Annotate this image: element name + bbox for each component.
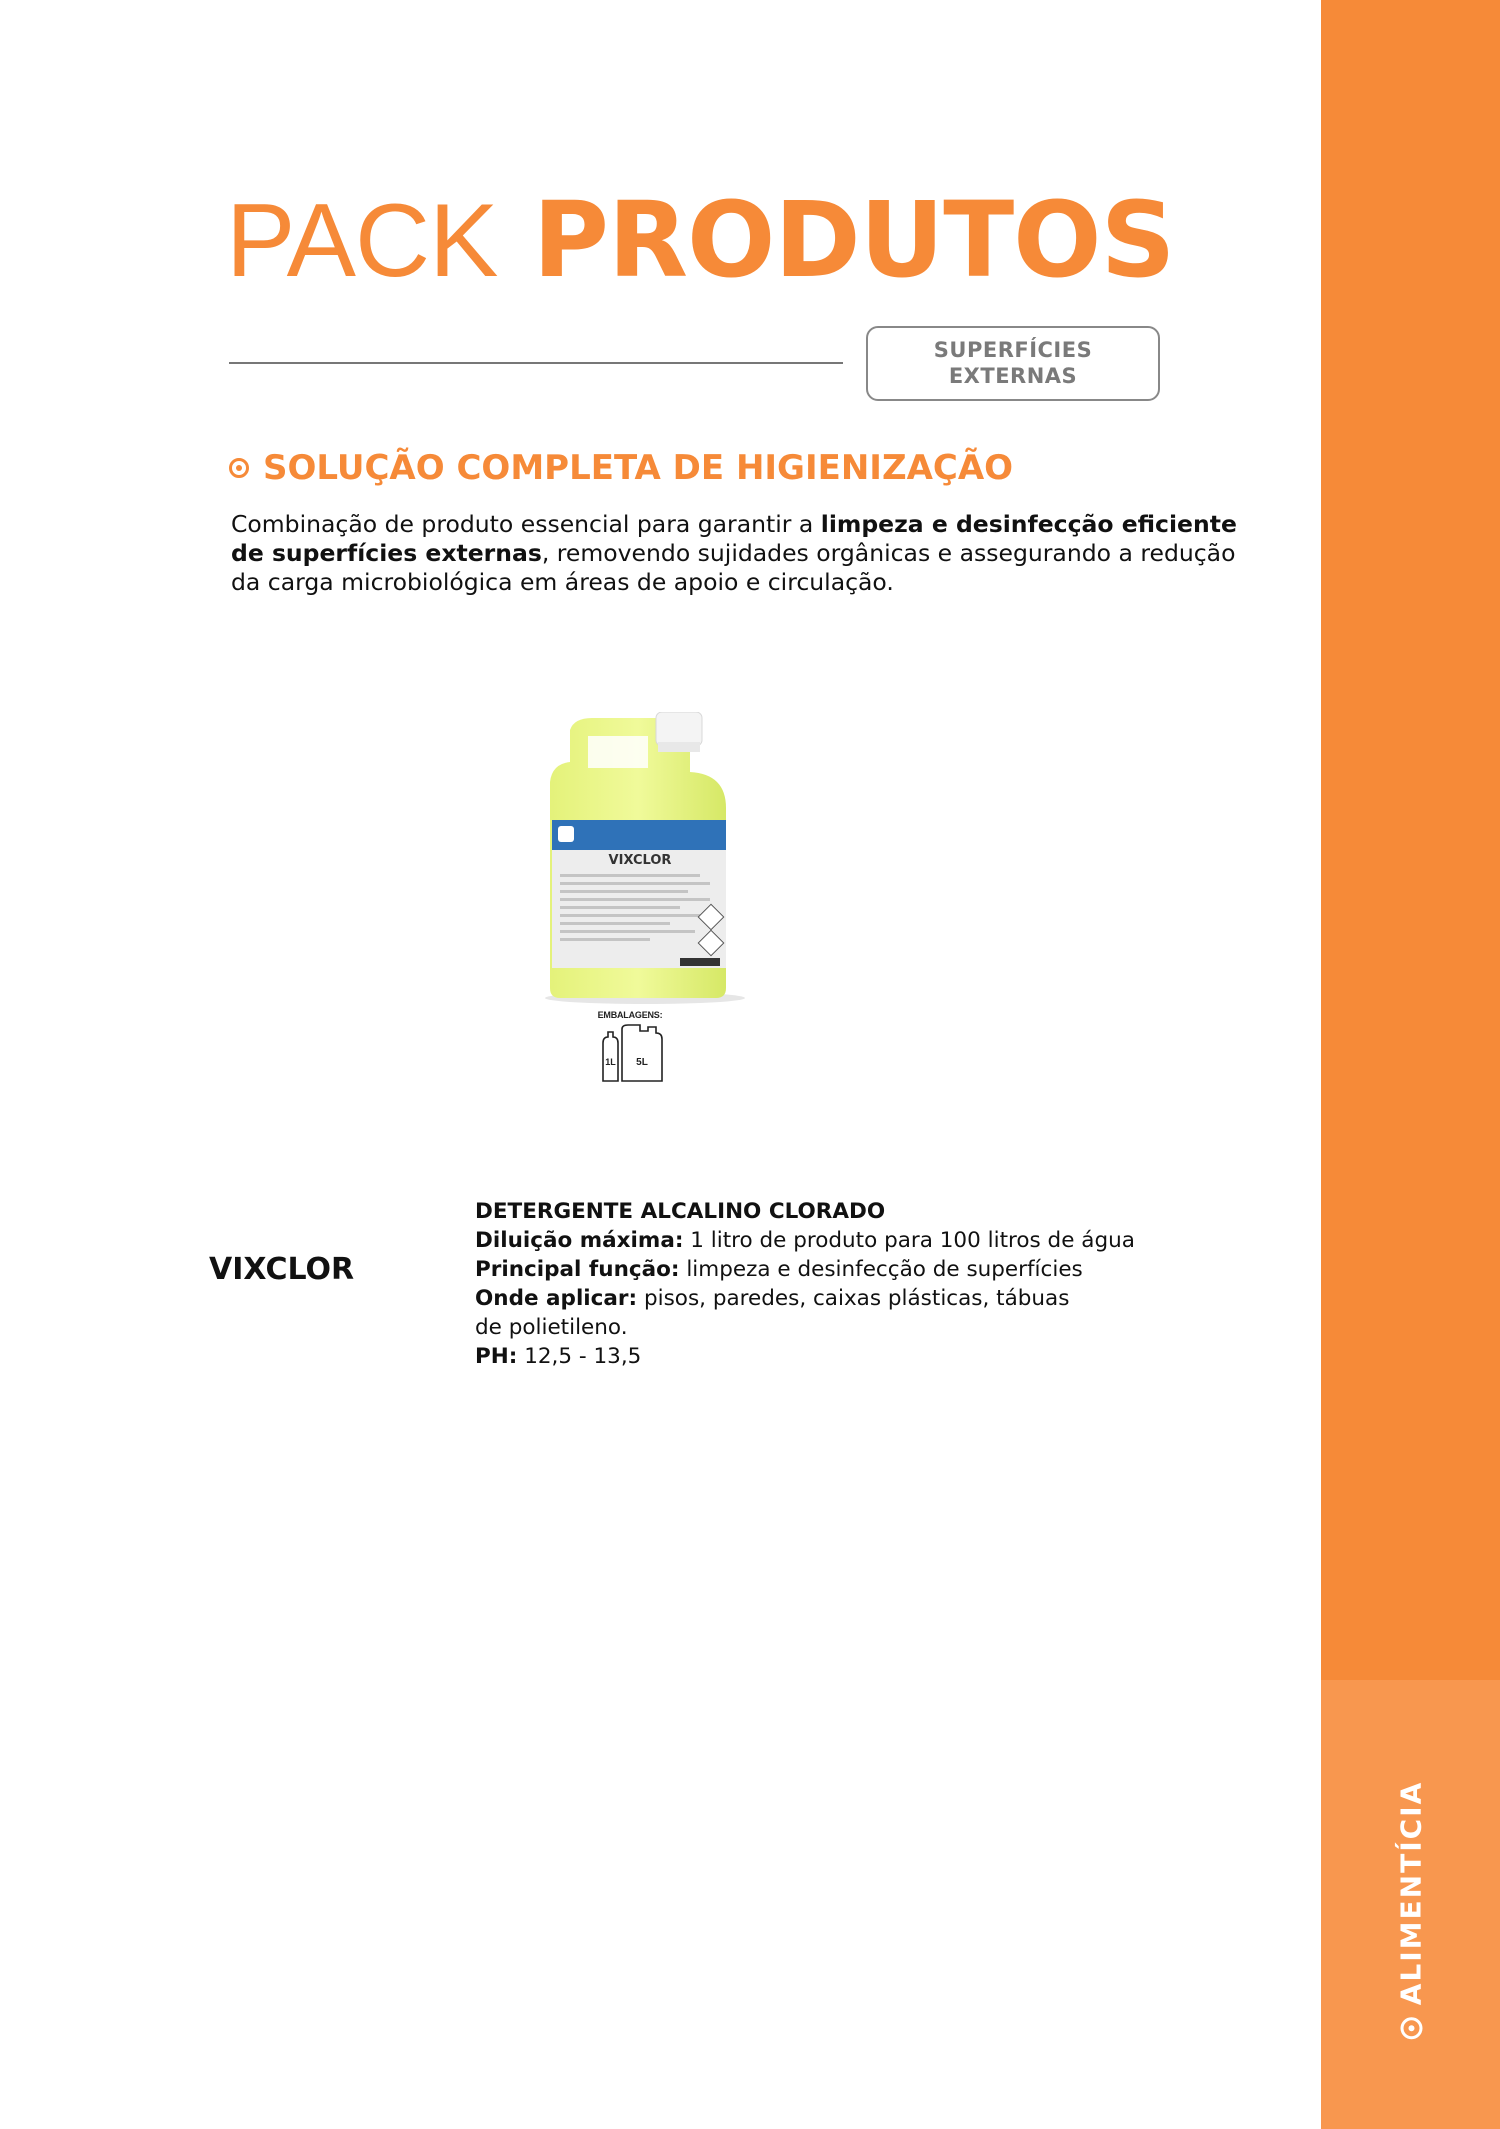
tag-line-2: EXTERNAS: [948, 363, 1078, 388]
size-5l: 5L: [636, 1057, 648, 1068]
jug-label-brand: VIXCLOR: [608, 853, 672, 868]
intro-paragraph: [231, 510, 1271, 597]
title-divider: [229, 362, 843, 364]
packaging-label: EMBALAGENS:: [597, 1010, 663, 1020]
tag-line-1: SUPERFÍCIES: [933, 338, 1093, 363]
spec-row: [475, 1255, 1175, 1284]
title-light: PACK: [226, 183, 498, 299]
spec-value: pisos, paredes, caixas plásticas, tábuas: [637, 1286, 1070, 1311]
section-heading: [229, 448, 1013, 488]
section-heading-text: SOLUÇÃO COMPLETA DE HIGIENIZAÇÃO: [263, 448, 1014, 488]
packaging-sizes-icon: [600, 1023, 666, 1085]
title-bold: PRODUTOS: [532, 179, 1175, 301]
target-ring-icon: [229, 458, 249, 478]
spec-label: PH:: [475, 1344, 518, 1369]
sidebar-label-text: ALIMENTÍCIA: [1394, 1780, 1428, 2006]
intro-text-start: Combinação de produto essencial para garantir a: [231, 510, 821, 538]
spec-label: Principal função:: [475, 1257, 680, 1282]
spec-value: limpeza e desinfecção de superfícies: [679, 1257, 1083, 1282]
spec-value: 12,5 - 13,5: [517, 1344, 642, 1369]
sidebar-orange-band: [1321, 0, 1500, 1680]
product-type: [475, 1197, 1175, 1226]
spec-row: [475, 1226, 1175, 1255]
spec-row: [475, 1313, 1175, 1342]
product-specs: [475, 1197, 1175, 1371]
page-title: [226, 179, 1175, 301]
spec-row: [475, 1342, 1175, 1371]
product-jug-image: [530, 712, 760, 1012]
category-tag: [866, 326, 1160, 401]
intro-text-end: , removendo sujidades orgânicas e assegurando a redução da carga microbiológica em áreas de apoio e circulação.: [231, 539, 1236, 596]
spec-label: Diluição máxima:: [475, 1228, 684, 1253]
spec-value: 1 litro de produto para 100 litros de água: [683, 1228, 1135, 1253]
intro-text-bold: limpeza e desinfecção eficiente de superfícies externas: [231, 510, 1237, 567]
sidebar-category-label: [1395, 1781, 1428, 2040]
product-name: VIXCLOR: [209, 1252, 355, 1287]
target-ring-icon: [1400, 2017, 1422, 2039]
spec-label: Onde aplicar:: [475, 1286, 638, 1311]
product-type-text: DETERGENTE ALCALINO CLORADO: [475, 1199, 886, 1224]
size-1l: 1L: [605, 1057, 616, 1067]
spec-value: de polietileno.: [475, 1315, 628, 1340]
spec-row: [475, 1284, 1175, 1313]
